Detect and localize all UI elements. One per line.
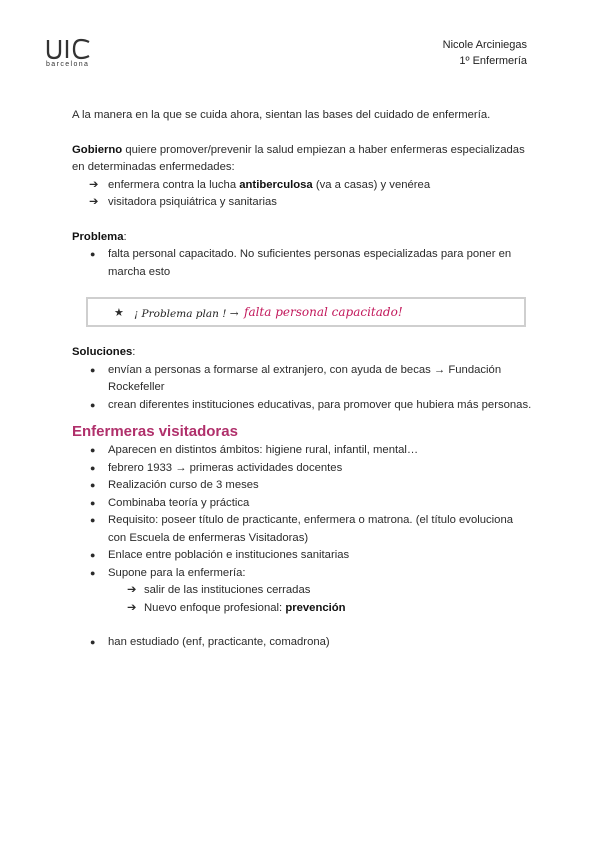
uic-logo-mark <box>46 38 92 60</box>
arrow-icon: ➔ <box>127 601 137 614</box>
list-item: ● Supone para la enfermería: <box>72 565 532 583</box>
bullet-icon: ● <box>90 637 96 647</box>
gobierno-paragraph <box>72 142 532 177</box>
problema-list <box>72 246 532 281</box>
bullet-icon: ● <box>90 399 96 410</box>
arrow-icon: ➔ <box>89 196 99 208</box>
visitadoras-sublist <box>72 582 532 617</box>
gobierno-list <box>72 177 532 212</box>
bullet-icon: ● <box>90 497 96 508</box>
arrow-icon: ➔ <box>127 584 137 596</box>
visitadoras-last-list <box>72 634 532 652</box>
section-title: Enfermeras visitadoras <box>72 423 238 440</box>
list-item: ➔ Nuevo enfoque profesional: prevención <box>72 600 532 618</box>
star-icon: ★ <box>114 306 124 319</box>
bullet-icon: ● <box>90 515 96 525</box>
callout-box <box>86 297 526 327</box>
list-item: ● Combinaba teoría y práctica <box>72 495 532 513</box>
list-item: ● crean diferentes instituciones educativas, para promover que hubiera más personas. <box>72 397 532 415</box>
author-course: 1º Enfermería <box>459 55 527 67</box>
list-item: ➔ visitadora psiquiátrica y sanitarias <box>72 194 532 212</box>
author-block <box>443 37 527 69</box>
bullet-icon: ● <box>90 550 96 560</box>
list-item: ● Requisito: poseer título de practicante, enfermera o matrona. (el título evoluciona con Escuela de enfermeras Visitadoras) <box>90 514 514 544</box>
list-item: ● Aparecen en distintos ámbitos: higiene rural, infantil, mental… <box>72 442 532 460</box>
callout-highlight: falta personal capacitado! <box>244 305 403 319</box>
bullet-icon: ● <box>90 364 96 375</box>
gobierno-label: Gobierno <box>72 143 123 156</box>
bullet-icon: ● <box>90 249 96 259</box>
problema-heading: Problema: <box>72 230 127 243</box>
author-name: Nicole Arciniegas <box>442 39 527 51</box>
callout-lead: ¡ Problema plan ! → <box>134 308 239 320</box>
arrow-icon: ➔ <box>89 178 99 191</box>
document-body <box>72 107 532 652</box>
uic-logo <box>46 38 96 68</box>
bullet-icon: ● <box>90 445 96 455</box>
intro-paragraph: A la manera en la que se cuida ahora, sientan las bases del cuidado de enfermería. <box>72 109 491 121</box>
bullet-icon: ● <box>90 567 96 578</box>
gobierno-text: quiere promover/prevenir la salud empiezan a haber enfermeras especializadas en determinadas enfermedades: <box>72 143 525 173</box>
list-item: ● falta personal capacitado. No suficientes personas especializadas para poner en marcha esto <box>90 248 512 278</box>
soluciones-heading: Soluciones: <box>72 346 136 358</box>
list-item: ● envían a personas a formarse al extranjero, con ayuda de becas → Fundación Rockefeller <box>90 363 502 393</box>
visitadoras-list <box>72 442 532 582</box>
list-item: ● han estudiado (enf, practicante, comadrona) <box>72 634 532 652</box>
bullet-icon: ● <box>90 462 96 473</box>
soluciones-list <box>72 362 532 415</box>
bullet-icon: ● <box>90 480 96 490</box>
list-item: ➔ salir de las instituciones cerradas <box>72 582 532 600</box>
list-item: ● Realización curso de 3 meses <box>72 477 532 495</box>
logo-subtitle: barcelona <box>46 61 90 68</box>
list-item: ➔ enfermera contra la lucha antiberculosa (va a casas) y venérea <box>72 177 532 195</box>
list-item: ● Enlace entre población e instituciones sanitarias <box>72 547 532 565</box>
list-item: ● febrero 1933 → primeras actividades docentes <box>72 460 532 478</box>
